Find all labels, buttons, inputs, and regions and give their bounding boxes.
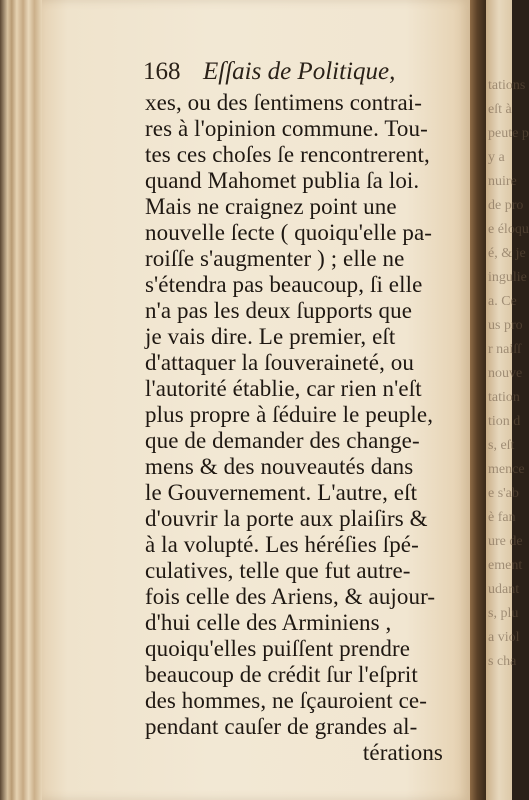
text-line: n'a pas les deux ſupports que [145,298,413,323]
text-line: xes, ou des ſentimens contrai- [145,90,423,115]
text-line: nouvelle ſecte ( quoiqu'elle pa- [145,220,433,245]
facing-page-fragment: mence [488,462,525,477]
text-line: pendant cauſer de grandes al- [145,714,418,739]
facing-page-fragment: e éloqu [488,222,529,237]
facing-page-fragment: ement [488,558,523,573]
facing-page-fragment: é, & je [488,246,526,261]
facing-page-fragment: e s'ab [488,486,519,501]
facing-page-fragment: a. Ce [488,294,517,309]
facing-page-fragment: nuire [488,174,517,189]
text-line: des hommes, ne ſçauroient ce- [145,688,427,713]
text-line: tes ces choſes ſe rencontrerent, [145,142,430,167]
facing-page-fragment: de pro [488,198,524,213]
body-text [145,90,445,766]
facing-page-fragment: a viol [488,630,520,645]
page-header [105,58,425,92]
facing-page-fragment: us pro [488,318,523,333]
text-line: Mais ne craignez point une [145,194,397,219]
facing-page-fragment: y a [488,150,505,165]
facing-page-fragment: s, plu [488,606,519,621]
facing-page-edge [486,0,529,800]
text-line: le Gouvernement. L'autre, eſt [145,480,418,505]
text-line: d'ouvrir la porte aux plaiſirs & [145,506,428,531]
facing-page-fragment: tation [488,390,520,405]
facing-page-fragment: s, eſt [488,438,515,453]
text-line: d'hui celle des Arminiens , [145,610,392,635]
facing-page-fragment: r naiſſ [488,342,522,357]
facing-page-fragment: udant [488,582,520,597]
catchword: térations [362,740,443,765]
text-line: mens & des nouveautés dans [145,454,414,479]
facing-page-fragment: nouve [488,366,523,381]
text-line: je vais dire. Le premier, eſt [145,324,396,349]
facing-page-fragment: ingulie [488,270,527,285]
text-line: à la volupté. Les héréſies ſpé- [145,532,419,557]
text-line: s'étendra pas beaucoup, ſi elle [145,272,423,297]
book-gutter [470,0,486,800]
text-line: quand Mahomet publia ſa loi. [145,168,420,193]
text-line: res à l'opinion commune. Tou- [145,116,428,141]
text-line: fois celle des Ariens, & aujour- [145,584,436,609]
text-line: culatives, telle que fut autre- [145,558,411,583]
page-edges [0,0,42,800]
page-number: 168 [143,58,181,85]
text-line: l'autorité établie, car rien n'eſt [145,376,422,401]
text-line: d'attaquer la ſouveraineté, ou [145,350,414,375]
text-line: roiſſe s'augmenter ) ; elle ne [145,246,405,271]
facing-page-fragment: tations [488,78,526,93]
facing-page-fragment: è fan [488,510,516,525]
facing-page-fragment: ure de [488,534,523,549]
facing-page-fragment: s cha [488,654,517,669]
facing-page-fragment: eſt à [488,102,512,117]
facing-page-fragment: peute p [488,126,529,141]
running-title: Eſſais de Politique, [203,58,396,85]
text-line: beaucoup de crédit ſur l'eſprit [145,662,418,687]
text-line: plus propre à ſéduire le peuple, [145,402,434,427]
text-line: quoiqu'elles puiſſent prendre [145,636,411,661]
text-line: que de demander des change- [145,428,420,453]
facing-page-fragment: tion d [488,414,521,429]
